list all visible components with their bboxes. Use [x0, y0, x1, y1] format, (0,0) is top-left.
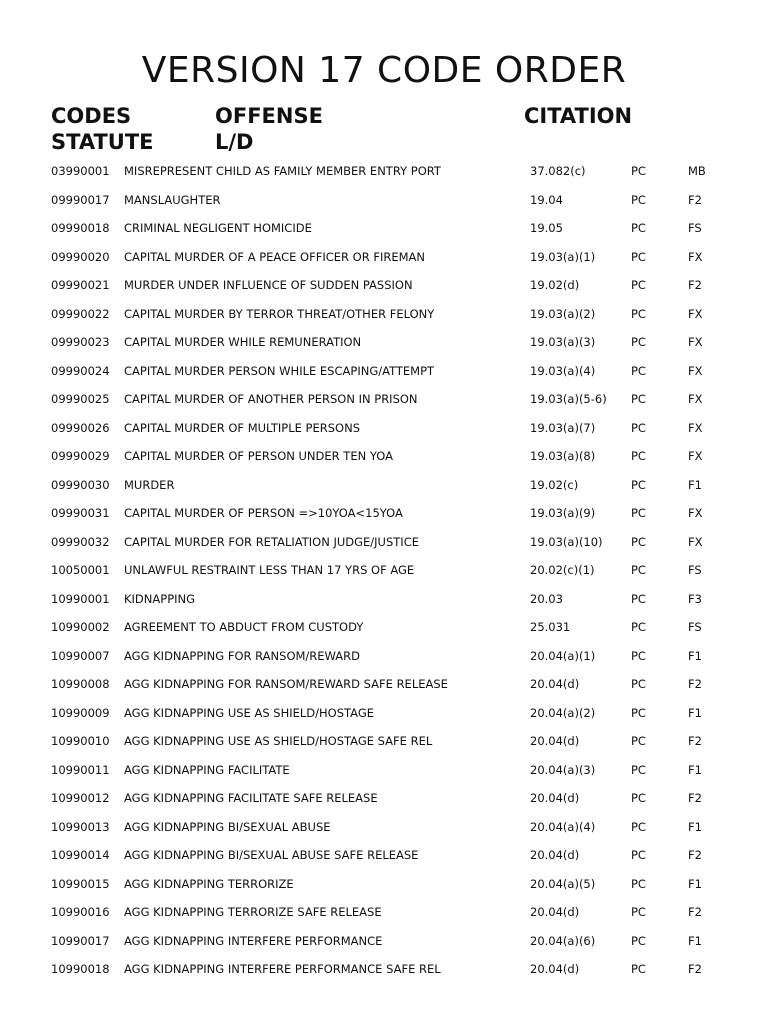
- citation: 19.03(a)(4): [530, 363, 596, 378]
- statute-code: 10990013: [51, 819, 110, 834]
- citation: 20.04(d): [530, 962, 580, 976]
- statute-code: 09990023: [51, 335, 110, 349]
- offense-level: FX: [688, 249, 703, 264]
- table-row: [0, 159, 768, 188]
- offense-description: CAPITAL MURDER OF PERSON UNDER TEN YOA: [124, 449, 393, 463]
- statute-code: 10990016: [51, 905, 110, 919]
- law-type: PC: [631, 221, 646, 235]
- header-ld: L/D: [215, 130, 254, 154]
- statute-code: 10050001: [51, 563, 110, 577]
- offense-level: FX: [688, 534, 703, 549]
- table-row: [0, 701, 768, 730]
- statute-code: 09990031: [51, 506, 110, 520]
- citation: 20.03: [530, 591, 563, 606]
- offense-level: F2: [688, 278, 702, 292]
- statute-code: 09990025: [51, 392, 110, 406]
- offense-level: MB: [688, 164, 706, 178]
- offense-level: F2: [688, 192, 702, 207]
- offense-description: UNLAWFUL RESTRAINT LESS THAN 17 YRS OF AGE: [124, 563, 415, 577]
- citation: 19.03(a)(1): [530, 249, 596, 264]
- offense-description: CAPITAL MURDER OF ANOTHER PERSON IN PRISON: [124, 392, 418, 406]
- law-type: PC: [631, 962, 646, 976]
- law-type: PC: [631, 278, 646, 292]
- statute-code: 10990011: [51, 762, 110, 777]
- offense-description: MURDER UNDER INFLUENCE OF SUDDEN PASSION: [124, 278, 413, 292]
- offense-level: F2: [688, 905, 702, 919]
- offense-level: FX: [688, 449, 703, 463]
- statute-code: 10990017: [51, 933, 110, 948]
- table-row: [0, 872, 768, 901]
- citation: 19.02(c): [530, 477, 579, 492]
- law-type: PC: [631, 506, 646, 520]
- offense-level: F3: [688, 591, 702, 606]
- offense-level: FX: [688, 392, 703, 406]
- citation: 25.031: [530, 620, 571, 634]
- citation: 20.04(d): [530, 734, 580, 748]
- offense-level: FX: [688, 335, 703, 349]
- table-row: [0, 188, 768, 217]
- statute-code: 10990007: [51, 648, 110, 663]
- citation: 20.04(d): [530, 677, 580, 691]
- offense-level: F1: [688, 477, 702, 492]
- citation: 20.04(a)(6): [530, 933, 596, 948]
- table-row: [0, 615, 768, 644]
- offense-description: AGG KIDNAPPING FACILITATE SAFE RELEASE: [124, 791, 378, 805]
- offense-level: F1: [688, 819, 702, 834]
- law-type: PC: [631, 620, 646, 634]
- law-type: PC: [631, 534, 646, 549]
- statute-code: 10990012: [51, 791, 110, 805]
- citation: 19.03(a)(3): [530, 335, 596, 349]
- offense-description: MURDER: [124, 477, 175, 492]
- citation: 19.03(a)(9): [530, 506, 596, 520]
- table-row: [0, 786, 768, 815]
- offense-description: CRIMINAL NEGLIGENT HOMICIDE: [124, 221, 312, 235]
- law-type: PC: [631, 762, 646, 777]
- table-row: [0, 558, 768, 587]
- citation: 20.04(a)(4): [530, 819, 596, 834]
- citation: 20.04(a)(3): [530, 762, 596, 777]
- table-row: [0, 245, 768, 274]
- statute-code: 09990020: [51, 249, 110, 264]
- citation: 19.02(d): [530, 278, 580, 292]
- table-row: [0, 273, 768, 302]
- offense-description: KIDNAPPING: [124, 591, 196, 606]
- citation: 20.02(c)(1): [530, 563, 595, 577]
- law-type: PC: [631, 705, 646, 720]
- citation: 20.04(a)(1): [530, 648, 596, 663]
- page-title: VERSION 17 CODE ORDER: [141, 50, 627, 91]
- law-type: PC: [631, 591, 646, 606]
- law-type: PC: [631, 677, 646, 691]
- statute-code: 09990021: [51, 278, 110, 292]
- statute-code: 09990017: [51, 192, 110, 207]
- offense-level: FX: [688, 420, 703, 435]
- offense-level: FS: [688, 221, 702, 235]
- law-type: PC: [631, 249, 646, 264]
- statute-code: 03990001: [51, 164, 110, 178]
- offense-level: F2: [688, 962, 702, 976]
- statute-code: 10990015: [51, 876, 110, 891]
- citation: 19.03(a)(7): [530, 420, 596, 435]
- offense-description: AGG KIDNAPPING FOR RANSOM/REWARD: [124, 648, 360, 663]
- citation: 20.04(d): [530, 791, 580, 805]
- offense-level: F2: [688, 677, 702, 691]
- offense-level: F1: [688, 876, 702, 891]
- code-table: [0, 159, 768, 986]
- offense-level: FS: [688, 563, 702, 577]
- law-type: PC: [631, 477, 646, 492]
- statute-code: 10990008: [51, 677, 110, 691]
- law-type: PC: [631, 420, 646, 435]
- statute-code: 09990018: [51, 221, 110, 235]
- offense-description: CAPITAL MURDER OF MULTIPLE PERSONS: [124, 420, 360, 435]
- law-type: PC: [631, 791, 646, 805]
- table-row: [0, 330, 768, 359]
- citation: 20.04(a)(5): [530, 876, 596, 891]
- offense-description: CAPITAL MURDER WHILE REMUNERATION: [124, 335, 362, 349]
- offense-level: F1: [688, 762, 702, 777]
- law-type: PC: [631, 933, 646, 948]
- statute-code: 09990032: [51, 534, 110, 549]
- citation: 19.03(a)(2): [530, 306, 596, 321]
- law-type: PC: [631, 819, 646, 834]
- offense-level: FX: [688, 506, 703, 520]
- header-statute: STATUTE: [51, 130, 154, 154]
- offense-level: FS: [688, 620, 702, 634]
- table-row: [0, 758, 768, 787]
- law-type: PC: [631, 449, 646, 463]
- citation: 19.03(a)(10): [530, 534, 603, 549]
- table-row: [0, 473, 768, 502]
- offense-description: MISREPRESENT CHILD AS FAMILY MEMBER ENTRY PORT: [124, 164, 441, 178]
- law-type: PC: [631, 563, 646, 577]
- law-type: PC: [631, 164, 646, 178]
- header-citation: CITATION: [524, 104, 633, 128]
- offense-description: AGG KIDNAPPING TERRORIZE: [124, 876, 294, 891]
- table-row: [0, 929, 768, 958]
- offense-description: AGG KIDNAPPING TERRORIZE SAFE RELEASE: [124, 905, 382, 919]
- law-type: PC: [631, 905, 646, 919]
- offense-description: CAPITAL MURDER PERSON WHILE ESCAPING/ATTEMPT: [124, 363, 435, 378]
- statute-code: 10990001: [51, 591, 110, 606]
- offense-description: CAPITAL MURDER BY TERROR THREAT/OTHER FELONY: [124, 306, 435, 321]
- law-type: PC: [631, 306, 646, 321]
- table-row: [0, 644, 768, 673]
- offense-description: AGG KIDNAPPING USE AS SHIELD/HOSTAGE SAFE REL: [124, 734, 433, 748]
- law-type: PC: [631, 648, 646, 663]
- statute-code: 09990024: [51, 363, 110, 378]
- offense-description: MANSLAUGHTER: [124, 192, 221, 207]
- table-row: [0, 530, 768, 559]
- offense-description: AGG KIDNAPPING BI/SEXUAL ABUSE SAFE RELEASE: [124, 848, 419, 862]
- citation: 20.04(d): [530, 848, 580, 862]
- table-row: [0, 815, 768, 844]
- offense-description: CAPITAL MURDER OF PERSON =>10YOA<15YOA: [124, 506, 403, 520]
- offense-level: F2: [688, 791, 702, 805]
- offense-level: FX: [688, 363, 703, 378]
- offense-level: F2: [688, 734, 702, 748]
- offense-description: CAPITAL MURDER OF A PEACE OFFICER OR FIREMAN: [124, 249, 426, 264]
- table-row: [0, 957, 768, 986]
- citation: 20.04(a)(2): [530, 705, 596, 720]
- law-type: PC: [631, 876, 646, 891]
- table-row: [0, 416, 768, 445]
- offense-description: AGG KIDNAPPING INTERFERE PERFORMANCE SAFE REL: [124, 962, 441, 976]
- law-type: PC: [631, 848, 646, 862]
- offense-level: F1: [688, 933, 702, 948]
- statute-code: 10990014: [51, 848, 110, 862]
- statute-code: 10990009: [51, 705, 110, 720]
- table-row: [0, 843, 768, 872]
- statute-code: 09990029: [51, 449, 110, 463]
- citation: 19.03(a)(5-6): [530, 392, 607, 406]
- citation: 19.03(a)(8): [530, 449, 596, 463]
- table-row: [0, 302, 768, 331]
- table-row: [0, 501, 768, 530]
- offense-level: F2: [688, 848, 702, 862]
- offense-level: FX: [688, 306, 703, 321]
- offense-description: AGG KIDNAPPING USE AS SHIELD/HOSTAGE: [124, 705, 375, 720]
- table-row: [0, 359, 768, 388]
- offense-description: CAPITAL MURDER FOR RETALIATION JUDGE/JUSTICE: [124, 534, 419, 549]
- table-row: [0, 672, 768, 701]
- offense-description: AGG KIDNAPPING BI/SEXUAL ABUSE: [124, 819, 331, 834]
- citation: 19.04: [530, 192, 563, 207]
- table-row: [0, 387, 768, 416]
- table-row: [0, 900, 768, 929]
- table-row: [0, 587, 768, 616]
- statute-code: 10990018: [51, 962, 110, 976]
- table-row: [0, 216, 768, 245]
- citation: 20.04(d): [530, 905, 580, 919]
- header-offense: OFFENSE: [215, 104, 323, 128]
- law-type: PC: [631, 734, 646, 748]
- header-codes: CODES: [51, 104, 132, 128]
- offense-description: AGREEMENT TO ABDUCT FROM CUSTODY: [124, 620, 364, 634]
- offense-level: F1: [688, 648, 702, 663]
- law-type: PC: [631, 335, 646, 349]
- offense-description: AGG KIDNAPPING INTERFERE PERFORMANCE: [124, 933, 383, 948]
- table-row: [0, 729, 768, 758]
- statute-code: 09990030: [51, 477, 110, 492]
- citation: 19.05: [530, 221, 563, 235]
- statute-code: 10990010: [51, 734, 110, 748]
- offense-description: AGG KIDNAPPING FACILITATE: [124, 762, 290, 777]
- law-type: PC: [631, 192, 646, 207]
- statute-code: 09990022: [51, 306, 110, 321]
- citation: 37.082(c): [530, 164, 586, 178]
- law-type: PC: [631, 363, 646, 378]
- table-row: [0, 444, 768, 473]
- law-type: PC: [631, 392, 646, 406]
- statute-code: 10990002: [51, 620, 110, 634]
- offense-level: F1: [688, 705, 702, 720]
- statute-code: 09990026: [51, 420, 110, 435]
- offense-description: AGG KIDNAPPING FOR RANSOM/REWARD SAFE RELEASE: [124, 677, 448, 691]
